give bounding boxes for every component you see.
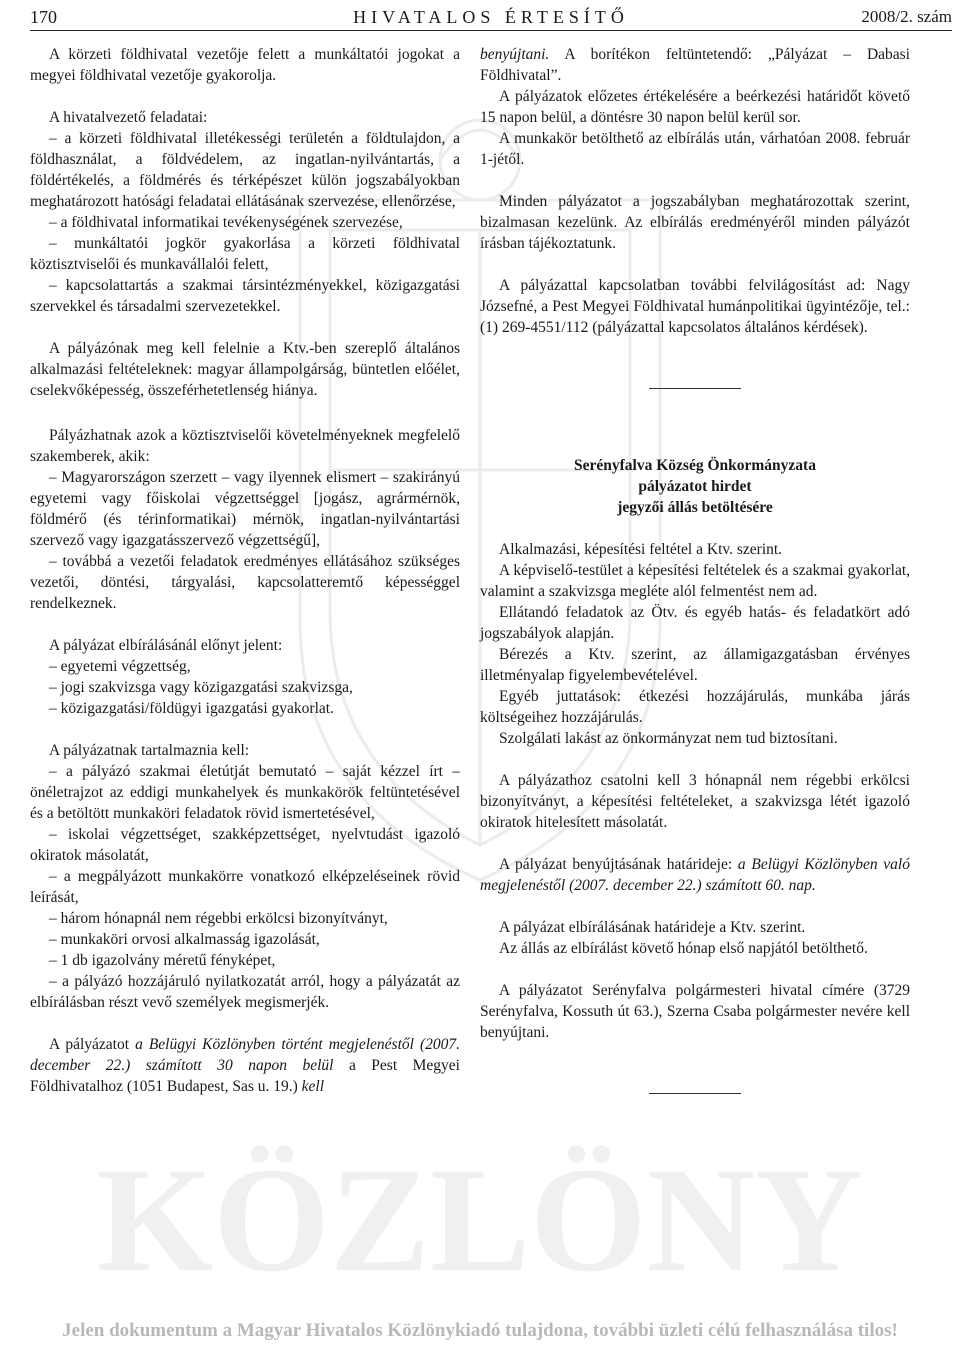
list-item: – közigazgatási/földügyi igazgatási gyakorlat. (49, 700, 334, 717)
paragraph: Pályázhatnak azok a köztisztviselői követelményeknek megfelelő szakemberek, akik: (30, 427, 460, 465)
issue-number: 2008/2. szám (861, 7, 952, 26)
paragraph: A pályázatok előzetes értékelésére a beérkezési határidőt követő 15 napon belül, a döntésre 30 napon belül kerül sor. (480, 88, 910, 126)
list-item: – munkáltatói jogkör gyakorlása a körzeti földhivatal köztisztviselői és munkavállalói felett, (30, 235, 460, 273)
list-item: – továbbá a vezetői feladatok eredményes ellátásához szükséges vezetői, döntési, tárgyalási, kapcsolatteremtő képességgel rendelkeznek. (30, 553, 460, 612)
publication-title: HIVATALOS ÉRTESÍTŐ (353, 7, 629, 27)
section-divider (649, 1093, 741, 1094)
list-item: – a pályázó szakmai életútját bemutató – saját kézzel írt – önéletrajzot az eddigi munkahelyek és munkakörök feltüntetésével és a betöltött munkaköri feladatok rövid ismertetésével, (30, 763, 460, 822)
paragraph: Ellátandó feladatok az Ötv. és egyéb hatás- és feladatkört adó jogszabályok alapján. (480, 604, 910, 642)
list-item: – Magyarországon szerzett – vagy ilyennek elismert – szakirányú egyetemi vagy főiskolai végzettséggel [jogász, agrármérnök, földmérő (és térinformatikai) mérnök, ingatlan-nyilvántartási szervező vagy igazgatásszervező végzettségű], (30, 469, 460, 549)
list-item: – iskolai végzettséget, szakképzettséget, nyelvtudást igazoló okiratok másolatát, (30, 826, 460, 864)
paragraph: A pályázat elbírálásánál előnyt jelent: (49, 637, 283, 654)
announcement-heading: jegyzői állás betöltésére (617, 499, 773, 516)
list-item: – a körzeti földhivatal illetékességi területén a földtulajdon, a földhasználat, a földvédelem, az ingatlan-nyilvántartás, a földértékelés, a földmérés és térképészet külön jogszabályokban meghatározott hatósági feladatai ellátásának szervezése, ellenőrzése, (30, 130, 460, 210)
list-item: – jogi szakvizsga vagy közigazgatási szakvizsga, (49, 679, 353, 696)
paragraph: A pályázathoz csatolni kell 3 hónapnál nem régebbi erkölcsi bizonyítványt, a képesítési feltételeket, a szakvizsga létét igazoló okiratok hitelesített másolatát. (480, 772, 910, 831)
paragraph: A pályázónak meg kell felelnie a Ktv.-ben szereplő általános alkalmazási feltételeknek: magyar állampolgárság, büntetlen előélet, cselekvőképesség, összeférhetetlenség hiánya. (30, 340, 460, 399)
paragraph: Egyéb juttatások: étkezési hozzájárulás, munkába járás költségeihez hozzájárulás. (480, 688, 910, 726)
right-column (480, 44, 910, 1094)
left-column (30, 44, 460, 1097)
paragraph: Bérezés a Ktv. szerint, az államigazgatásban érvényes illetményalap figyelembevételével. (480, 646, 910, 684)
paragraph: Az állás az elbírálást követő hónap első napjától betölthető. (499, 940, 868, 957)
list-item: – 1 db igazolvány méretű fényképet, (49, 952, 276, 969)
paragraph: A pályázat elbírálásának határideje a Ktv. szerint. (499, 919, 806, 936)
paragraph: A körzeti földhivatal vezetője felett a munkáltatói jogokat a megyei földhivatal vezetője gyakorolja. (30, 46, 460, 84)
announcement-heading: pályázatot hirdet (638, 478, 752, 495)
list-item: – a megpályázott munkakörre vonatkozó elképzeléseinek rövid leírását, (30, 868, 460, 906)
list-item: – kapcsolattartás a szakmai társintézményekkel, közigazgatási szervekkel és társadalmi szervezetekkel. (30, 277, 460, 315)
paragraph: A munkakör betölthető az elbírálás után, várhatóan 2008. február 1-jétől. (480, 130, 910, 168)
paragraph: A pályázattal kapcsolatban további felvilágosítást ad: Nagy Józsefné, a Pest Megyei Földhivatal humánpolitikai ügyintézője, tel.: (1) 269-4551/112 (pályázattal kapcsolatos általános kérdések). (480, 277, 910, 336)
paragraph: A hivatalvezető feladatai: (49, 109, 208, 126)
paragraph: Alkalmazási, képesítési feltétel a Ktv. szerint. (499, 541, 783, 558)
list-item: – munkaköri orvosi alkalmasság igazolását, (49, 931, 320, 948)
paragraph: A képviselő-testület a képesítési feltételek és a szakmai gyakorlat, valamint a szakvizsga megléte alól felmentést nem ad. (480, 562, 910, 600)
submission-paragraph: A pályázatot a Belügyi Közlönyben történt megjelenéstől (2007. december 22.) számított 30 napon belül a Pest Megyei Földhivatalhoz (1051 Budapest, Sas u. 19.) kell (30, 1036, 460, 1095)
paragraph: A pályázatot Serényfalva polgármesteri hivatal címére (3729 Serényfalva, Kossuth út 63.), Szerna Csaba polgármester nevére kell benyújtani. (480, 982, 910, 1041)
paragraph: Szolgálati lakást az önkormányzat nem tud biztosítani. (499, 730, 838, 747)
list-item: – egyetemi végzettség, (49, 658, 191, 675)
page-header (30, 0, 952, 31)
copyright-notice: Jelen dokumentum a Magyar Hivatalos Közlönykiadó tulajdona, további üzleti célú felhasználása tilos! (62, 1320, 898, 1341)
paragraph: Minden pályázatot a jogszabályban meghatározottak szerint, bizalmasan kezelünk. Az elbírálás eredményéről minden pályázót írásban tájékoztatunk. (480, 193, 910, 252)
page-number: 170 (30, 7, 57, 27)
watermark-text: KÖZLÖNY (96, 1137, 864, 1303)
paragraph: A pályázat benyújtásának határideje: a Belügyi Közlönyben való megjelenéstől (2007. december 22.) számított 60. nap. (480, 856, 910, 894)
paragraph: A pályázatnak tartalmaznia kell: (49, 742, 250, 759)
list-item: – három hónapnál nem régebbi erkölcsi bizonyítványt, (49, 910, 388, 927)
list-item: – a földhivatal informatikai tevékenységének szervezése, (49, 214, 403, 231)
announcement-heading: Serényfalva Község Önkormányzata (574, 457, 816, 474)
paragraph: benyújtani. A borítékon feltüntetendő: „Pályázat – Dabasi Földhivatal”. (480, 46, 910, 84)
list-item: – a pályázó hozzájáruló nyilatkozatát arról, hogy a pályázatát az elbírálásban részt vevő személyek megismerjék. (30, 973, 460, 1011)
